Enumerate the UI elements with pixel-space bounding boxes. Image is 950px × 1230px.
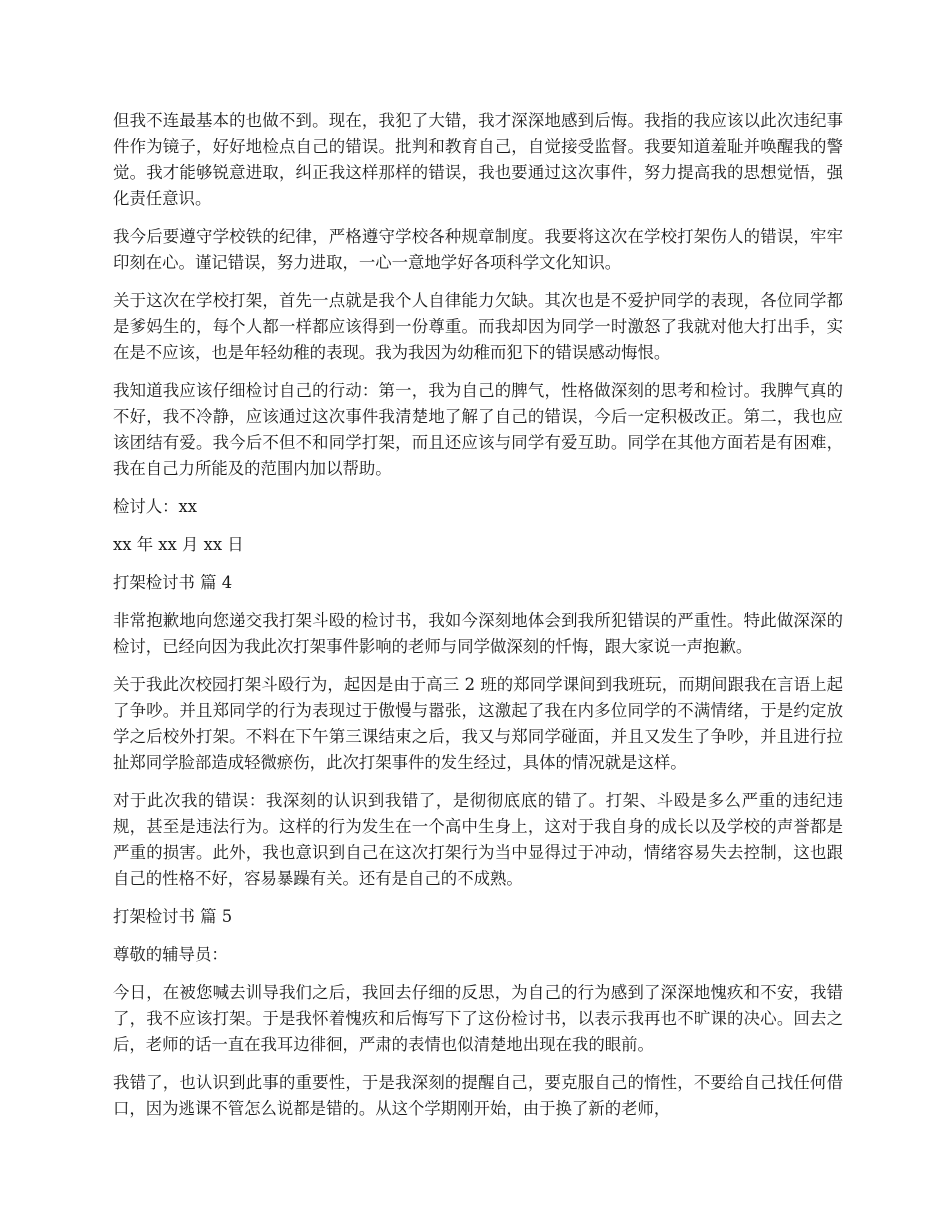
salutation: 尊敬的辅导员： xyxy=(113,945,228,964)
paragraph: 关于这次在学校打架，首先一点就是我个人自律能力欠缺。其次也是不爱护同学的表现，各位同学都是爹妈生的，每个人都一样都应该得到一份尊重。而我却因为同学一时激怒了我就对他大打出手，实在是不应该，也是年轻幼稚的表现。我为我因为幼稚而犯下的错误感动悔恨。 xyxy=(113,291,843,362)
section-heading: 打架检讨书 篇 4 xyxy=(113,573,233,592)
paragraph: 关于我此次校园打架斗殴行为，起因是由于高三 2 班的郑同学课间到我班玩，而期间跟我在言语上起了争吵。并且郑同学的行为表现过于傲慢与嚣张，这激起了我在内多位同学的不满情绪，于是约定放学之后校外打架。不料在下午第三课结束之后，我又与郑同学碰面，并且又发生了争吵，并且进行拉扯郑同学脸部造成轻微瘀伤，此次打架事件的发生经过，具体的情况就是这样。 xyxy=(113,675,843,772)
paragraph: 我今后要遵守学校铁的纪律，严格遵守学校各种规章制度。我要将这次在学校打架伤人的错误，牢牢印刻在心。谨记错误，努力进取，一心一意地学好各项科学文化知识。 xyxy=(113,227,843,272)
paragraph: 非常抱歉地向您递交我打架斗殴的检讨书，我如今深刻地体会到我所犯错误的严重性。特此做深深的检讨，已经向因为我此次打架事件影响的老师与同学做深刻的忏悔，跟大家说一声抱歉。 xyxy=(113,611,843,656)
paragraph: 今日，在被您喊去训导我们之后，我回去仔细的反思，为自己的行为感到了深深地愧疚和不安，我错了，我不应该打架。于是我怀着愧疚和后悔写下了这份检讨书，以表示我再也不旷课的决心。回去之后，老师的话一直在我耳边徘徊，严肃的表情也似清楚地出现在我的眼前。 xyxy=(113,983,843,1054)
date-line: xx 年 xx 月 xx 日 xyxy=(113,535,244,554)
paragraph: 但我不连最基本的也做不到。现在，我犯了大错，我才深深地感到后悔。我指的我应该以此次违纪事件作为镜子，好好地检点自己的错误。批判和教育自己，自觉接受监督。我要知道羞耻并唤醒我的警觉。我才能够锐意进取，纠正我这样那样的错误，我也要通过这次事件，努力提高我的思想觉悟，强化责任意识。 xyxy=(113,111,843,208)
section-heading: 打架检讨书 篇 5 xyxy=(113,907,233,926)
document-page xyxy=(113,108,843,1134)
paragraph: 我错了，也认识到此事的重要性，于是我深刻的提醒自己，要克服自己的惰性，不要给自己找任何借口，因为逃课不管怎么说都是错的。从这个学期刚开始，由于换了新的老师， xyxy=(113,1073,843,1118)
signature-line: 检讨人：xx xyxy=(113,497,198,516)
paragraph: 对于此次我的错误：我深刻的认识到我错了，是彻彻底底的错了。打架、斗殴是多么严重的违纪违规，甚至是违法行为。这样的行为发生在一个高中生身上，这对于我自身的成长以及学校的声誉都是严重的损害。此外，我也意识到自己在这次打架行为当中显得过于冲动，情绪容易失去控制，这也跟自己的性格不好，容易暴躁有关。还有是自己的不成熟。 xyxy=(113,791,843,888)
paragraph: 我知道我应该仔细检讨自己的行动：第一，我为自己的脾气，性格做深刻的思考和检讨。我脾气真的不好，我不冷静，应该通过这次事件我清楚地了解了自己的错误，今后一定积极改正。第二，我也应该团结有爱。我今后不但不和同学打架，而且还应该与同学有爱互助。同学在其他方面若是有困难，我在自己力所能及的范围内加以帮助。 xyxy=(113,381,843,478)
